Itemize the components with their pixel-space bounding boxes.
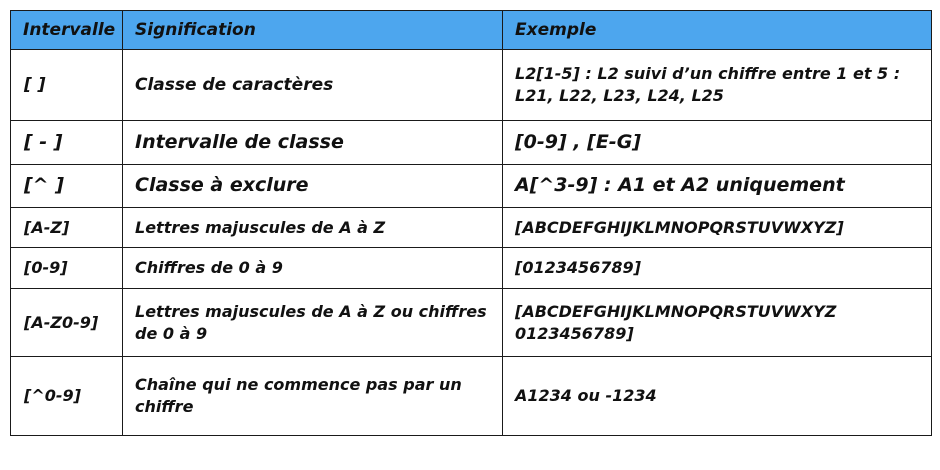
meaning-cell: Lettres majuscules de A à Z [123,208,503,248]
table-row [11,357,932,436]
meaning-cell: Intervalle de classe [123,121,503,165]
interval-cell: [^0-9] [11,357,123,436]
meaning-cell: Chaîne qui ne commence pas par un chiffre [123,357,503,436]
example-cell: L2[1-5] : L2 suivi d’un chiffre entre 1 et 5 : L21, L22, L23, L24, L25 [503,50,932,121]
header-interval: Intervalle [11,11,123,50]
example-cell: [0-9] , [E-G] [503,121,932,165]
header-row [11,11,932,50]
table-row [11,121,932,165]
example-cell: [ABCDEFGHIJKLMNOPQRSTUVWXYZ] [503,208,932,248]
interval-cell: [A-Z] [11,208,123,248]
example-cell: A1234 ou -1234 [503,357,932,436]
interval-cell: [A-Z0-9] [11,289,123,357]
interval-cell: [^ ] [11,165,123,208]
header-meaning: Signification [123,11,503,50]
example-cell: [ABCDEFGHIJKLMNOPQRSTUVWXYZ 0123456789] [503,289,932,357]
header-example: Exemple [503,11,932,50]
example-cell: A[^3-9] : A1 et A2 uniquement [503,165,932,208]
table-row [11,208,932,248]
example-cell: [0123456789] [503,248,932,289]
regex-interval-table [10,10,932,436]
table-row [11,248,932,289]
meaning-cell: Classe à exclure [123,165,503,208]
table-row [11,289,932,357]
meaning-cell: Classe de caractères [123,50,503,121]
meaning-cell: Chiffres de 0 à 9 [123,248,503,289]
interval-cell: [0-9] [11,248,123,289]
table-row [11,50,932,121]
table-row [11,165,932,208]
meaning-cell: Lettres majuscules de A à Z ou chiffres de 0 à 9 [123,289,503,357]
interval-cell: [ - ] [11,121,123,165]
interval-cell: [ ] [11,50,123,121]
